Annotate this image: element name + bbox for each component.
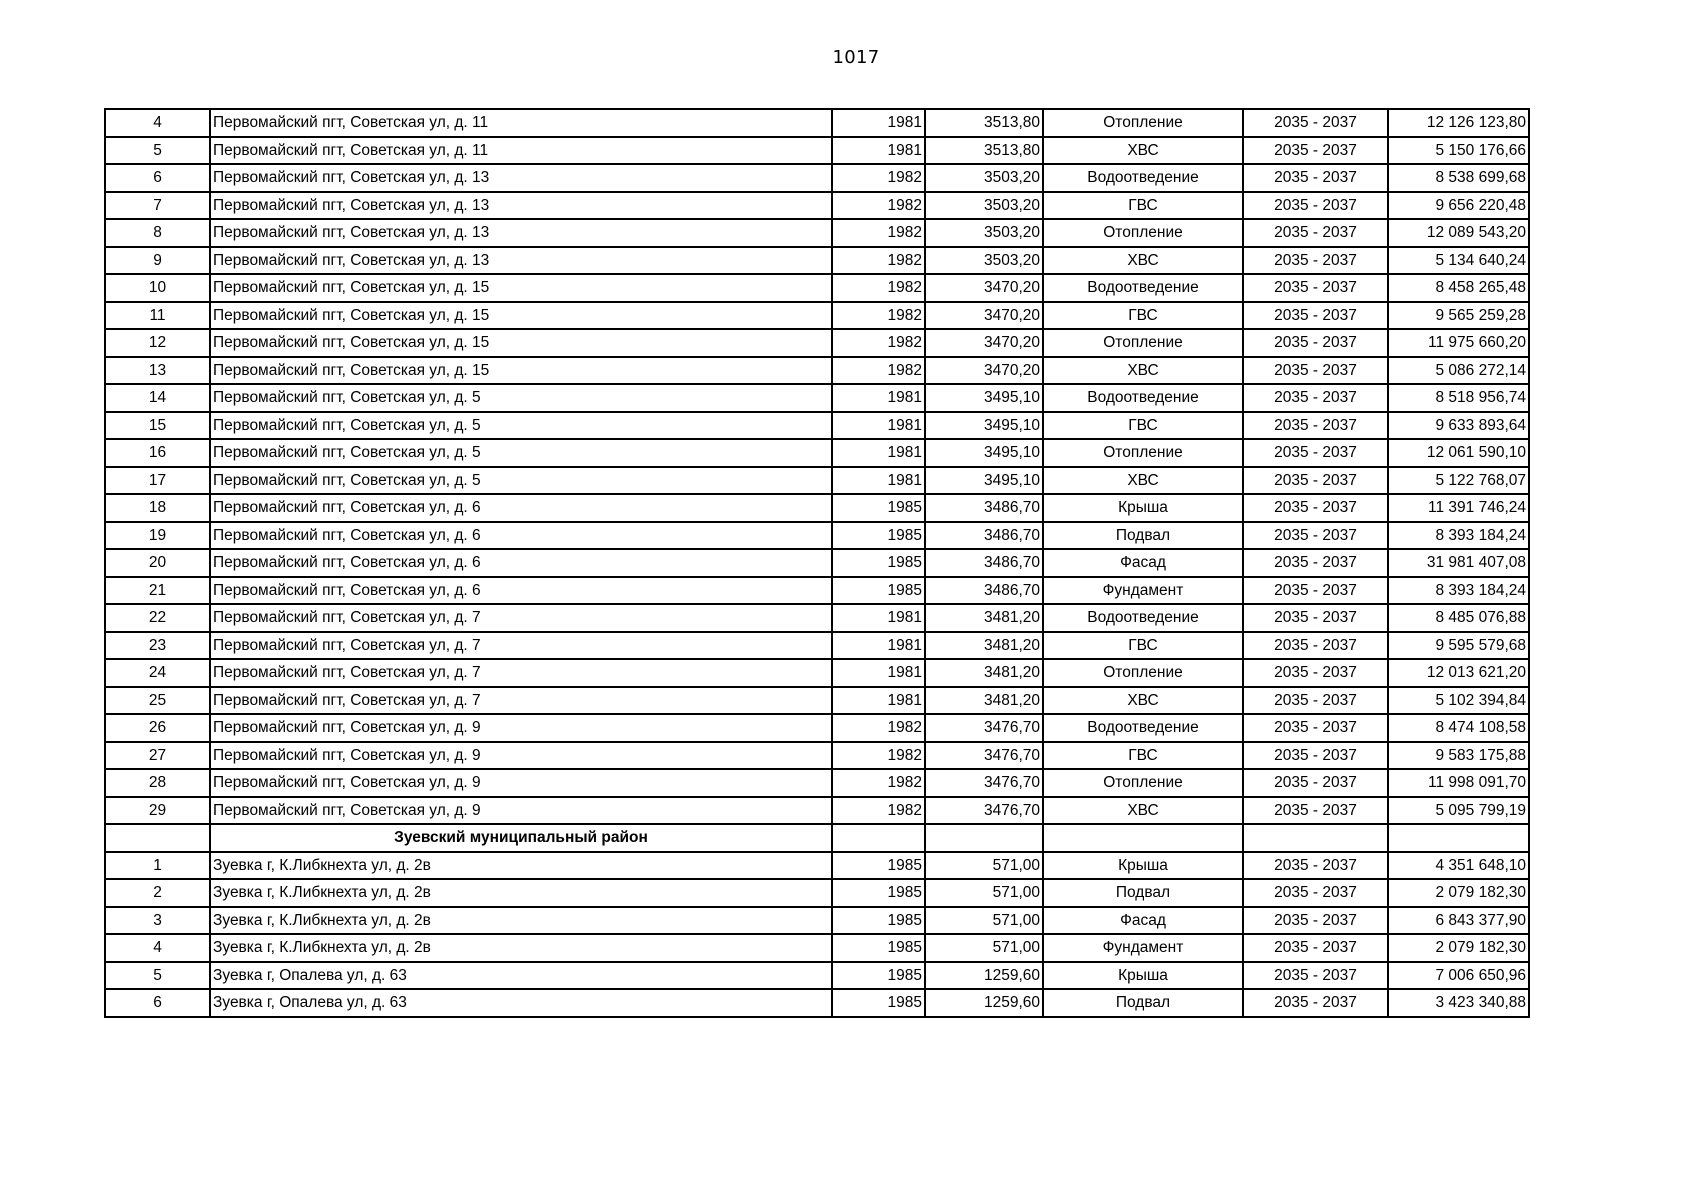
- row-number-cell: 20: [105, 549, 210, 577]
- address-cell: Первомайский пгт, Советская ул, д. 13: [210, 247, 832, 275]
- area-cell: 3470,20: [925, 329, 1043, 357]
- address-cell: Первомайский пгт, Советская ул, д. 13: [210, 192, 832, 220]
- row-number-cell: 28: [105, 769, 210, 797]
- work-type-cell: Водоотведение: [1043, 714, 1243, 742]
- table-row: [105, 604, 1529, 632]
- table-row: [105, 274, 1529, 302]
- build-year-cell: 1981: [832, 632, 925, 660]
- area-cell: 3486,70: [925, 522, 1043, 550]
- address-cell: Первомайский пгт, Советская ул, д. 6: [210, 577, 832, 605]
- address-cell: Первомайский пгт, Советская ул, д. 13: [210, 164, 832, 192]
- area-cell: 3476,70: [925, 742, 1043, 770]
- build-year-cell: 1981: [832, 467, 925, 495]
- period-cell: 2035 - 2037: [1243, 247, 1388, 275]
- row-number-cell: 4: [105, 109, 210, 137]
- build-year-cell: 1981: [832, 687, 925, 715]
- section-title: Зуевский муниципальный район: [210, 824, 832, 852]
- row-number-cell: 5: [105, 962, 210, 990]
- period-cell: 2035 - 2037: [1243, 742, 1388, 770]
- area-cell: 571,00: [925, 907, 1043, 935]
- area-cell: 3486,70: [925, 494, 1043, 522]
- row-number-cell: 22: [105, 604, 210, 632]
- cost-cell: 8 393 184,24: [1388, 577, 1529, 605]
- table-row: [105, 989, 1529, 1017]
- work-type-cell: Подвал: [1043, 522, 1243, 550]
- build-year-cell: 1981: [832, 659, 925, 687]
- area-cell: 3470,20: [925, 302, 1043, 330]
- row-number-cell: [105, 824, 210, 852]
- build-year-cell: 1985: [832, 962, 925, 990]
- build-year-cell: 1982: [832, 329, 925, 357]
- address-cell: Первомайский пгт, Советская ул, д. 9: [210, 769, 832, 797]
- cost-cell: 3 423 340,88: [1388, 989, 1529, 1017]
- cost-cell: 5 095 799,19: [1388, 797, 1529, 825]
- work-type-cell: ГВС: [1043, 742, 1243, 770]
- cost-cell: 5 134 640,24: [1388, 247, 1529, 275]
- area-cell: 3503,20: [925, 219, 1043, 247]
- row-number-cell: 7: [105, 192, 210, 220]
- area-cell: 3470,20: [925, 357, 1043, 385]
- cost-cell: 12 089 543,20: [1388, 219, 1529, 247]
- address-cell: Первомайский пгт, Советская ул, д. 6: [210, 549, 832, 577]
- cost-cell: 11 391 746,24: [1388, 494, 1529, 522]
- cost-cell: 11 998 091,70: [1388, 769, 1529, 797]
- table-row: [105, 522, 1529, 550]
- build-year-cell: 1985: [832, 852, 925, 880]
- cost-cell: 9 656 220,48: [1388, 192, 1529, 220]
- row-number-cell: 26: [105, 714, 210, 742]
- cost-cell: 8 393 184,24: [1388, 522, 1529, 550]
- work-type-cell: Отопление: [1043, 329, 1243, 357]
- period-cell: 2035 - 2037: [1243, 274, 1388, 302]
- period-cell: 2035 - 2037: [1243, 137, 1388, 165]
- work-type-cell: Отопление: [1043, 219, 1243, 247]
- table-row: [105, 219, 1529, 247]
- area-cell: 1259,60: [925, 989, 1043, 1017]
- table-row: [105, 192, 1529, 220]
- address-cell: Первомайский пгт, Советская ул, д. 15: [210, 274, 832, 302]
- cost-cell: 8 458 265,48: [1388, 274, 1529, 302]
- table-row: [105, 659, 1529, 687]
- build-year-cell: 1985: [832, 989, 925, 1017]
- table-row: [105, 852, 1529, 880]
- address-cell: Первомайский пгт, Советская ул, д. 15: [210, 357, 832, 385]
- address-cell: Первомайский пгт, Советская ул, д. 13: [210, 219, 832, 247]
- address-cell: Первомайский пгт, Советская ул, д. 5: [210, 439, 832, 467]
- work-type-cell: Отопление: [1043, 659, 1243, 687]
- work-type-cell: Водоотведение: [1043, 164, 1243, 192]
- area-cell: 3513,80: [925, 109, 1043, 137]
- table-row: [105, 879, 1529, 907]
- area-cell: 3476,70: [925, 769, 1043, 797]
- table-row: [105, 797, 1529, 825]
- build-year-cell: 1981: [832, 109, 925, 137]
- period-cell: 2035 - 2037: [1243, 329, 1388, 357]
- area-cell: 3481,20: [925, 659, 1043, 687]
- period-cell: 2035 - 2037: [1243, 439, 1388, 467]
- period-cell: 2035 - 2037: [1243, 632, 1388, 660]
- period-cell: 2035 - 2037: [1243, 412, 1388, 440]
- row-number-cell: 6: [105, 164, 210, 192]
- area-cell: 3495,10: [925, 412, 1043, 440]
- cost-cell: 12 126 123,80: [1388, 109, 1529, 137]
- address-cell: Зуевка г, К.Либкнехта ул, д. 2в: [210, 852, 832, 880]
- row-number-cell: 2: [105, 879, 210, 907]
- work-type-cell: ХВС: [1043, 797, 1243, 825]
- period-cell: 2035 - 2037: [1243, 577, 1388, 605]
- period-cell: 2035 - 2037: [1243, 192, 1388, 220]
- address-cell: Первомайский пгт, Советская ул, д. 9: [210, 797, 832, 825]
- address-cell: Первомайский пгт, Советская ул, д. 5: [210, 384, 832, 412]
- row-number-cell: 1: [105, 852, 210, 880]
- work-type-cell: Фундамент: [1043, 934, 1243, 962]
- period-cell: 2035 - 2037: [1243, 934, 1388, 962]
- build-year-cell: 1985: [832, 549, 925, 577]
- period-cell: 2035 - 2037: [1243, 302, 1388, 330]
- area-cell: 3470,20: [925, 274, 1043, 302]
- build-year-cell: 1985: [832, 934, 925, 962]
- row-number-cell: 6: [105, 989, 210, 1017]
- table-row: [105, 329, 1529, 357]
- period-cell: 2035 - 2037: [1243, 907, 1388, 935]
- area-cell: 3503,20: [925, 164, 1043, 192]
- build-year-cell: 1981: [832, 137, 925, 165]
- table-row: [105, 687, 1529, 715]
- table-row: [105, 714, 1529, 742]
- build-year-cell: 1982: [832, 164, 925, 192]
- period-cell: 2035 - 2037: [1243, 962, 1388, 990]
- work-type-cell: Фасад: [1043, 907, 1243, 935]
- work-type-cell: Фундамент: [1043, 577, 1243, 605]
- period-cell: 2035 - 2037: [1243, 714, 1388, 742]
- cost-cell: 12 013 621,20: [1388, 659, 1529, 687]
- period-cell: 2035 - 2037: [1243, 604, 1388, 632]
- cost-cell: 8 538 699,68: [1388, 164, 1529, 192]
- table-row: [105, 742, 1529, 770]
- build-year-cell: 1982: [832, 219, 925, 247]
- row-number-cell: 25: [105, 687, 210, 715]
- area-cell: 3481,20: [925, 604, 1043, 632]
- cost-cell: 9 633 893,64: [1388, 412, 1529, 440]
- row-number-cell: 5: [105, 137, 210, 165]
- area-cell: 3513,80: [925, 137, 1043, 165]
- cost-cell: 5 122 768,07: [1388, 467, 1529, 495]
- work-type-cell: Крыша: [1043, 852, 1243, 880]
- work-type-cell: Водоотведение: [1043, 384, 1243, 412]
- row-number-cell: 23: [105, 632, 210, 660]
- work-type-cell: Отопление: [1043, 439, 1243, 467]
- address-cell: Первомайский пгт, Советская ул, д. 7: [210, 687, 832, 715]
- row-number-cell: 9: [105, 247, 210, 275]
- period-cell: 2035 - 2037: [1243, 384, 1388, 412]
- area-cell: 571,00: [925, 934, 1043, 962]
- period-cell: 2035 - 2037: [1243, 769, 1388, 797]
- row-number-cell: 8: [105, 219, 210, 247]
- cost-cell: 7 006 650,96: [1388, 962, 1529, 990]
- cost-cell: [1388, 824, 1529, 852]
- work-type-cell: Крыша: [1043, 494, 1243, 522]
- work-type-cell: ГВС: [1043, 632, 1243, 660]
- work-type-cell: [1043, 824, 1243, 852]
- section-header-row: [105, 824, 1529, 852]
- area-cell: 3486,70: [925, 577, 1043, 605]
- address-cell: Зуевка г, Опалева ул, д. 63: [210, 989, 832, 1017]
- row-number-cell: 18: [105, 494, 210, 522]
- build-year-cell: 1982: [832, 742, 925, 770]
- work-type-cell: Подвал: [1043, 989, 1243, 1017]
- work-type-cell: ГВС: [1043, 302, 1243, 330]
- address-cell: Первомайский пгт, Советская ул, д. 9: [210, 714, 832, 742]
- area-cell: 3503,20: [925, 247, 1043, 275]
- work-type-cell: ГВС: [1043, 192, 1243, 220]
- address-cell: Первомайский пгт, Советская ул, д. 15: [210, 329, 832, 357]
- period-cell: 2035 - 2037: [1243, 852, 1388, 880]
- cost-cell: 9 565 259,28: [1388, 302, 1529, 330]
- area-cell: 3476,70: [925, 797, 1043, 825]
- build-year-cell: 1982: [832, 192, 925, 220]
- work-type-cell: ХВС: [1043, 357, 1243, 385]
- address-cell: Первомайский пгт, Советская ул, д. 6: [210, 494, 832, 522]
- address-cell: Первомайский пгт, Советская ул, д. 5: [210, 467, 832, 495]
- period-cell: 2035 - 2037: [1243, 879, 1388, 907]
- row-number-cell: 4: [105, 934, 210, 962]
- address-cell: Первомайский пгт, Советская ул, д. 7: [210, 659, 832, 687]
- table-row: [105, 632, 1529, 660]
- cost-cell: 2 079 182,30: [1388, 879, 1529, 907]
- period-cell: 2035 - 2037: [1243, 989, 1388, 1017]
- build-year-cell: 1985: [832, 879, 925, 907]
- address-cell: Первомайский пгт, Советская ул, д. 6: [210, 522, 832, 550]
- work-type-cell: Подвал: [1043, 879, 1243, 907]
- address-cell: Первомайский пгт, Советская ул, д. 7: [210, 604, 832, 632]
- address-cell: Первомайский пгт, Советская ул, д. 11: [210, 137, 832, 165]
- row-number-cell: 21: [105, 577, 210, 605]
- build-year-cell: 1982: [832, 357, 925, 385]
- cost-cell: 9 595 579,68: [1388, 632, 1529, 660]
- build-year-cell: 1982: [832, 274, 925, 302]
- row-number-cell: 17: [105, 467, 210, 495]
- work-type-cell: ХВС: [1043, 687, 1243, 715]
- cost-cell: 12 061 590,10: [1388, 439, 1529, 467]
- build-year-cell: 1982: [832, 769, 925, 797]
- row-number-cell: 15: [105, 412, 210, 440]
- table-row: [105, 247, 1529, 275]
- area-cell: 571,00: [925, 852, 1043, 880]
- area-cell: 571,00: [925, 879, 1043, 907]
- row-number-cell: 10: [105, 274, 210, 302]
- row-number-cell: 19: [105, 522, 210, 550]
- period-cell: 2035 - 2037: [1243, 687, 1388, 715]
- build-year-cell: 1982: [832, 302, 925, 330]
- address-cell: Первомайский пгт, Советская ул, д. 9: [210, 742, 832, 770]
- table-row: [105, 164, 1529, 192]
- area-cell: 3495,10: [925, 439, 1043, 467]
- work-type-cell: Водоотведение: [1043, 604, 1243, 632]
- cost-cell: 11 975 660,20: [1388, 329, 1529, 357]
- work-type-cell: Отопление: [1043, 769, 1243, 797]
- work-type-cell: ГВС: [1043, 412, 1243, 440]
- build-year-cell: 1981: [832, 412, 925, 440]
- cost-cell: 4 351 648,10: [1388, 852, 1529, 880]
- cost-cell: 2 079 182,30: [1388, 934, 1529, 962]
- table-row: [105, 962, 1529, 990]
- row-number-cell: 12: [105, 329, 210, 357]
- area-cell: 3476,70: [925, 714, 1043, 742]
- row-number-cell: 11: [105, 302, 210, 330]
- area-cell: 3503,20: [925, 192, 1043, 220]
- period-cell: [1243, 824, 1388, 852]
- row-number-cell: 24: [105, 659, 210, 687]
- period-cell: 2035 - 2037: [1243, 467, 1388, 495]
- cost-cell: 5 102 394,84: [1388, 687, 1529, 715]
- table-row: [105, 549, 1529, 577]
- table-body: [105, 109, 1529, 1017]
- build-year-cell: 1981: [832, 604, 925, 632]
- period-cell: 2035 - 2037: [1243, 357, 1388, 385]
- table-row: [105, 302, 1529, 330]
- build-year-cell: 1982: [832, 797, 925, 825]
- table-row: [105, 137, 1529, 165]
- table-row: [105, 109, 1529, 137]
- cost-cell: 8 474 108,58: [1388, 714, 1529, 742]
- area-cell: 3481,20: [925, 687, 1043, 715]
- table-row: [105, 907, 1529, 935]
- build-year-cell: [832, 824, 925, 852]
- table-row: [105, 412, 1529, 440]
- address-cell: Зуевка г, Опалева ул, д. 63: [210, 962, 832, 990]
- build-year-cell: 1982: [832, 247, 925, 275]
- address-cell: Первомайский пгт, Советская ул, д. 5: [210, 412, 832, 440]
- row-number-cell: 3: [105, 907, 210, 935]
- build-year-cell: 1981: [832, 439, 925, 467]
- period-cell: 2035 - 2037: [1243, 659, 1388, 687]
- work-type-cell: Крыша: [1043, 962, 1243, 990]
- work-type-cell: ХВС: [1043, 137, 1243, 165]
- page-number: 1017: [832, 47, 880, 68]
- period-cell: 2035 - 2037: [1243, 522, 1388, 550]
- cost-cell: 5 150 176,66: [1388, 137, 1529, 165]
- repair-schedule-table: [104, 108, 1530, 1018]
- address-cell: Зуевка г, К.Либкнехта ул, д. 2в: [210, 907, 832, 935]
- table-row: [105, 494, 1529, 522]
- build-year-cell: 1982: [832, 714, 925, 742]
- area-cell: 1259,60: [925, 962, 1043, 990]
- table-row: [105, 467, 1529, 495]
- address-cell: Первомайский пгт, Советская ул, д. 11: [210, 109, 832, 137]
- row-number-cell: 16: [105, 439, 210, 467]
- row-number-cell: 27: [105, 742, 210, 770]
- cost-cell: 5 086 272,14: [1388, 357, 1529, 385]
- address-cell: Зуевка г, К.Либкнехта ул, д. 2в: [210, 934, 832, 962]
- work-type-cell: Водоотведение: [1043, 274, 1243, 302]
- area-cell: 3495,10: [925, 384, 1043, 412]
- table-row: [105, 384, 1529, 412]
- period-cell: 2035 - 2037: [1243, 109, 1388, 137]
- period-cell: 2035 - 2037: [1243, 549, 1388, 577]
- period-cell: 2035 - 2037: [1243, 164, 1388, 192]
- cost-cell: 9 583 175,88: [1388, 742, 1529, 770]
- build-year-cell: 1985: [832, 577, 925, 605]
- period-cell: 2035 - 2037: [1243, 494, 1388, 522]
- cost-cell: 8 518 956,74: [1388, 384, 1529, 412]
- table-row: [105, 357, 1529, 385]
- table-row: [105, 769, 1529, 797]
- table-row: [105, 439, 1529, 467]
- build-year-cell: 1985: [832, 494, 925, 522]
- build-year-cell: 1985: [832, 522, 925, 550]
- address-cell: Первомайский пгт, Советская ул, д. 15: [210, 302, 832, 330]
- cost-cell: 6 843 377,90: [1388, 907, 1529, 935]
- row-number-cell: 13: [105, 357, 210, 385]
- work-type-cell: ХВС: [1043, 247, 1243, 275]
- build-year-cell: 1985: [832, 907, 925, 935]
- row-number-cell: 14: [105, 384, 210, 412]
- work-type-cell: ХВС: [1043, 467, 1243, 495]
- area-cell: 3486,70: [925, 549, 1043, 577]
- build-year-cell: 1981: [832, 384, 925, 412]
- area-cell: 3481,20: [925, 632, 1043, 660]
- table-row: [105, 934, 1529, 962]
- area-cell: 3495,10: [925, 467, 1043, 495]
- address-cell: Зуевка г, К.Либкнехта ул, д. 2в: [210, 879, 832, 907]
- address-cell: Первомайский пгт, Советская ул, д. 7: [210, 632, 832, 660]
- area-cell: [925, 824, 1043, 852]
- period-cell: 2035 - 2037: [1243, 797, 1388, 825]
- row-number-cell: 29: [105, 797, 210, 825]
- cost-cell: 31 981 407,08: [1388, 549, 1529, 577]
- table-row: [105, 577, 1529, 605]
- work-type-cell: Фасад: [1043, 549, 1243, 577]
- work-type-cell: Отопление: [1043, 109, 1243, 137]
- period-cell: 2035 - 2037: [1243, 219, 1388, 247]
- cost-cell: 8 485 076,88: [1388, 604, 1529, 632]
